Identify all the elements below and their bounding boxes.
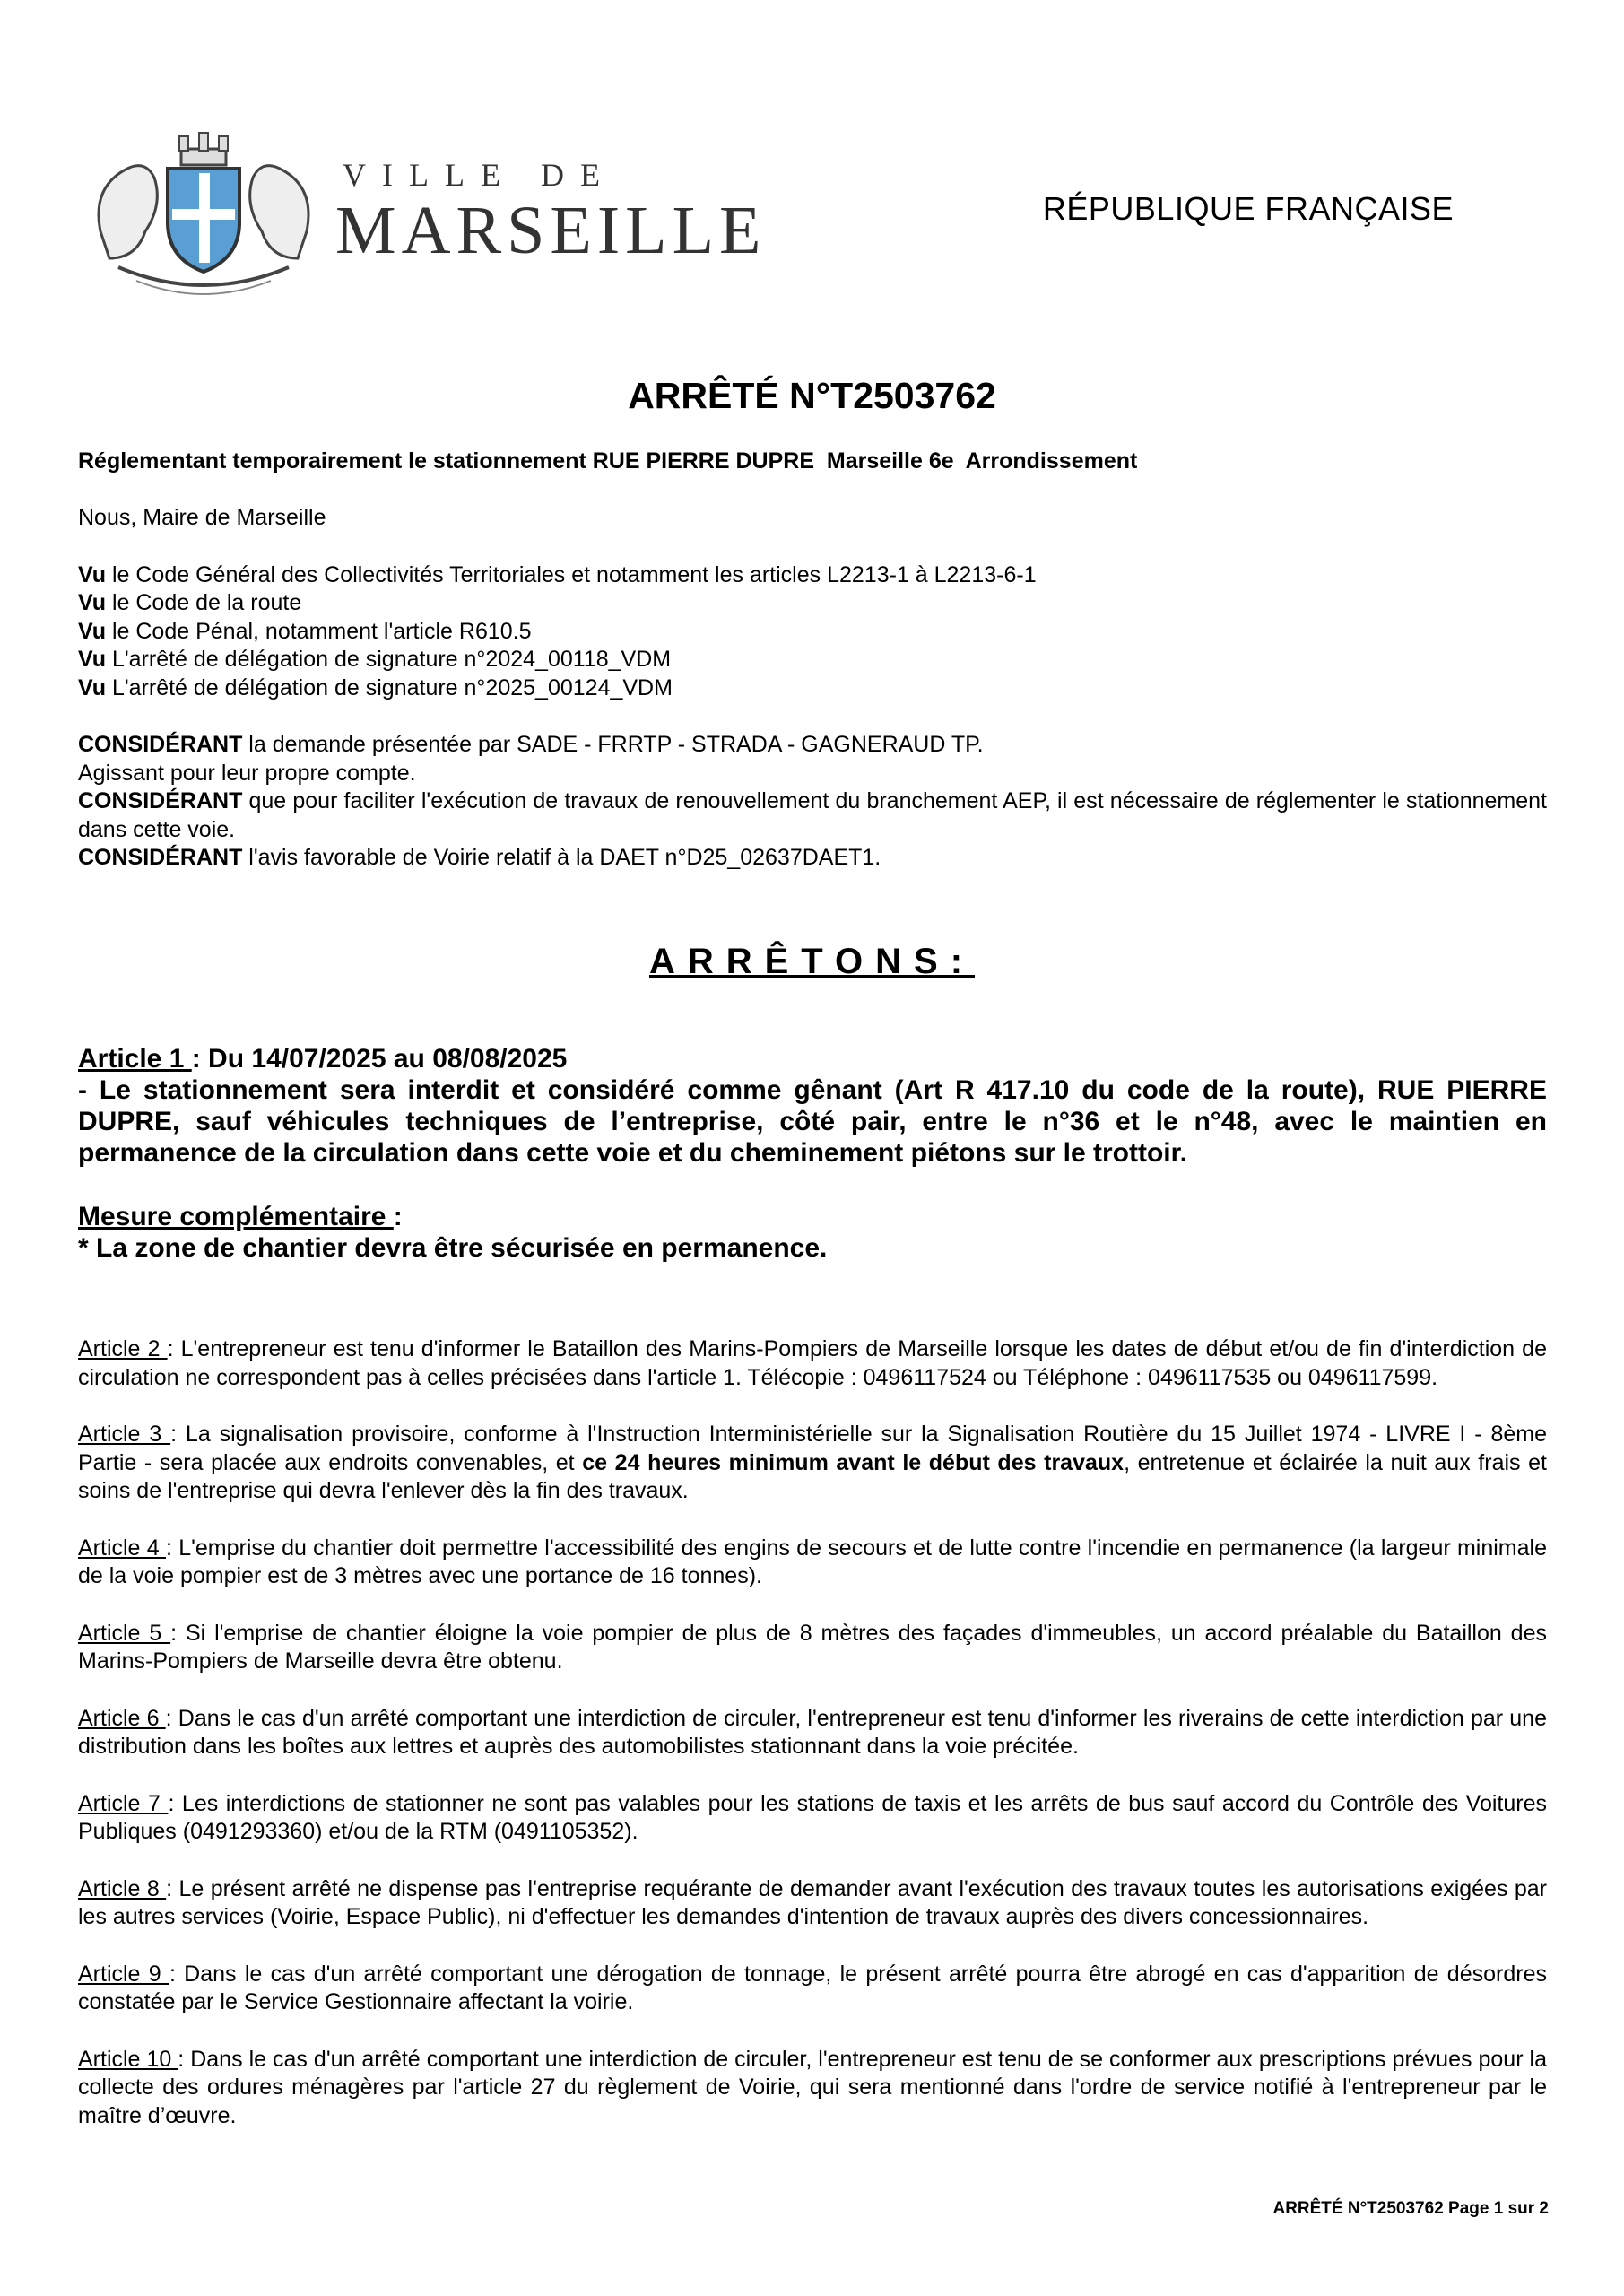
arrete-title: ARRÊTÉ N°T2503762 <box>628 375 996 416</box>
articles-list <box>78 1335 1547 2159</box>
article-8: Article 8 : Le présent arrêté ne dispense pas l'entreprise requérante de demander avant l'exécution des travaux toutes les autorisations exigées par les autres services (Voirie, Espace Public), ni d'effectuer les demandes d'intention de travaux auprès des divers concessionnaires. <box>78 1875 1547 1929</box>
article-7: Article 7 : Les interdictions de stationner ne sont pas valables pour les stations de taxis et les arrêts de bus sauf accord du Contrôle des Voitures Publiques (0491293360) et/ou de la RTM (0491105352). <box>78 1790 1547 1844</box>
logo-ville-de: VILLE DE <box>343 157 616 193</box>
article-1: Article 1 : Du 14/07/2025 au 08/08/2025 - Le stationnement sera interdit et considéré comme gênant (Art R 417.10 du code de la route), RUE PIERRE DUPRE, sauf véhicules techniques de l’entreprise, côté pair, entre le n°36 et le n°48, avec le maintien en permanence de la circulation dans cette voie et du cheminement piétons sur le trottoir. Mesure complémentaire : * La zone de chantier devra être sécurisée en permanence. <box>78 1044 1547 1263</box>
article-2: Article 2 : L'entrepreneur est tenu d'informer le Bataillon des Marins-Pompiers de Marseille lorsque les dates de début et/ou de fin d'interdiction de circulation ne correspondent pas à celles précisées dans l'article 1. Télécopie : 0496117524 ou Téléphone : 0496117535 ou 0496117599. <box>78 1336 1547 1390</box>
vu-line: Vu L'arrêté de délégation de signature n°2024_00118_VDM <box>78 647 672 672</box>
preamble <box>78 504 1547 873</box>
article-1-label: Article 1 <box>78 1044 192 1074</box>
intro-line: Nous, Maire de Marseille <box>78 505 326 530</box>
ville-de-marseille-logo <box>83 124 767 303</box>
considerant-1-line2: Agissant pour leur propre compte. <box>78 760 416 786</box>
logo-marseille: MARSEILLE <box>335 193 767 268</box>
article-3: Article 3 : La signalisation provisoire, conforme à l'Instruction Interministérielle sur la Signalisation Routière du 15 Juillet 1974 - LIVRE I - 8ème Partie - sera placée aux endroits convenables, et ce 24 heures minimum avant le début des travaux, entretenue et éclairée la nuit aux frais et soins de l'entreprise qui devra l'enlever dès la fin des travaux. <box>78 1422 1547 1503</box>
considerant-1: CONSIDÉRANT la demande présentée par SADE - FRRTP - STRADA - GAGNERAUD TP. <box>78 732 984 757</box>
vu-line: Vu le Code de la route <box>78 590 302 615</box>
vu-line: Vu L'arrêté de délégation de signature n°2025_00124_VDM <box>78 674 673 700</box>
page-footer: ARRÊTÉ N°T2503762 Page 1 sur 2 <box>1272 2199 1549 2218</box>
city-coat-of-arms-icon <box>83 124 325 303</box>
article-9: Article 9 : Dans le cas d'un arrêté comportant une dérogation de tonnage, le présent arrêté pourra être abrogé en cas d'apparition de désordres constatée par le Service Gestionnaire affectant la voirie. <box>78 1961 1547 2014</box>
vu-line: Vu le Code Pénal, notamment l'article R610.5 <box>78 618 532 644</box>
considerant-2: CONSIDÉRANT que pour faciliter l'exécution de travaux de renouvellement du branchement AEP, il est nécessaire de réglementer le stationnement dans cette voie. <box>78 788 1547 842</box>
mesure-text: * La zone de chantier devra être sécurisée en permanence. <box>78 1233 828 1263</box>
article-1-text: - Le stationnement sera interdit et considéré comme gênant (Art R 417.10 du code de la route), RUE PIERRE DUPRE, sauf véhicules techniques de l’entreprise, côté pair, entre le n°36 et le n°48, avec le maintien en permanence de la circulation dans cette voie et du cheminement piétons sur le trottoir. <box>78 1075 1547 1168</box>
article-6: Article 6 : Dans le cas d'un arrêté comportant une interdiction de circuler, l'entrepreneur est tenu d'informer les riverains de cette interdiction par une distribution dans les boîtes aux lettres et auprès des automobilistes stationnant dans la voie précitée. <box>78 1705 1547 1759</box>
article-1-dates: : Du 14/07/2025 au 08/08/2025 <box>191 1044 568 1074</box>
vu-line: Vu le Code Général des Collectivités Territoriales et notamment les articles L2213-1 à L2213-6-1 <box>78 561 1037 587</box>
considerant-3: CONSIDÉRANT l'avis favorable de Voirie relatif à la DAET n°D25_02637DAET1. <box>78 845 881 870</box>
arrete-subtitle: Réglementant temporairement le stationnement RUE PIERRE DUPRE Marseille 6e Arrondissement <box>78 448 1138 474</box>
article-4: Article 4 : L'emprise du chantier doit permettre l'accessibilité des engins de secours et de lutte contre l'incendie en permanence (la largeur minimale de la voie pompier est de 3 mètres avec une portance de 16 tonnes). <box>78 1535 1547 1588</box>
republique-francaise: RÉPUBLIQUE FRANÇAISE <box>1042 190 1454 227</box>
arretons-heading: ARRÊTONS: <box>648 942 976 981</box>
article-5: Article 5 : Si l'emprise de chantier éloigne la voie pompier de plus de 8 mètres des façades d'immeubles, un accord préalable du Bataillon des Marins-Pompiers de Marseille devra être obtenu. <box>78 1620 1547 1674</box>
mesure-label: Mesure complémentaire <box>78 1202 394 1231</box>
article-10: Article 10 : Dans le cas d'un arrêté comportant une interdiction de circuler, l'entrepreneur est tenu de se conformer aux prescriptions prévues pour la collecte des ordures ménagères par l'article 27 du règlement de Voirie, qui sera mentionné dans l'ordre de service notifié à l'entrepreneur par le maître d’œuvre. <box>78 2046 1547 2128</box>
